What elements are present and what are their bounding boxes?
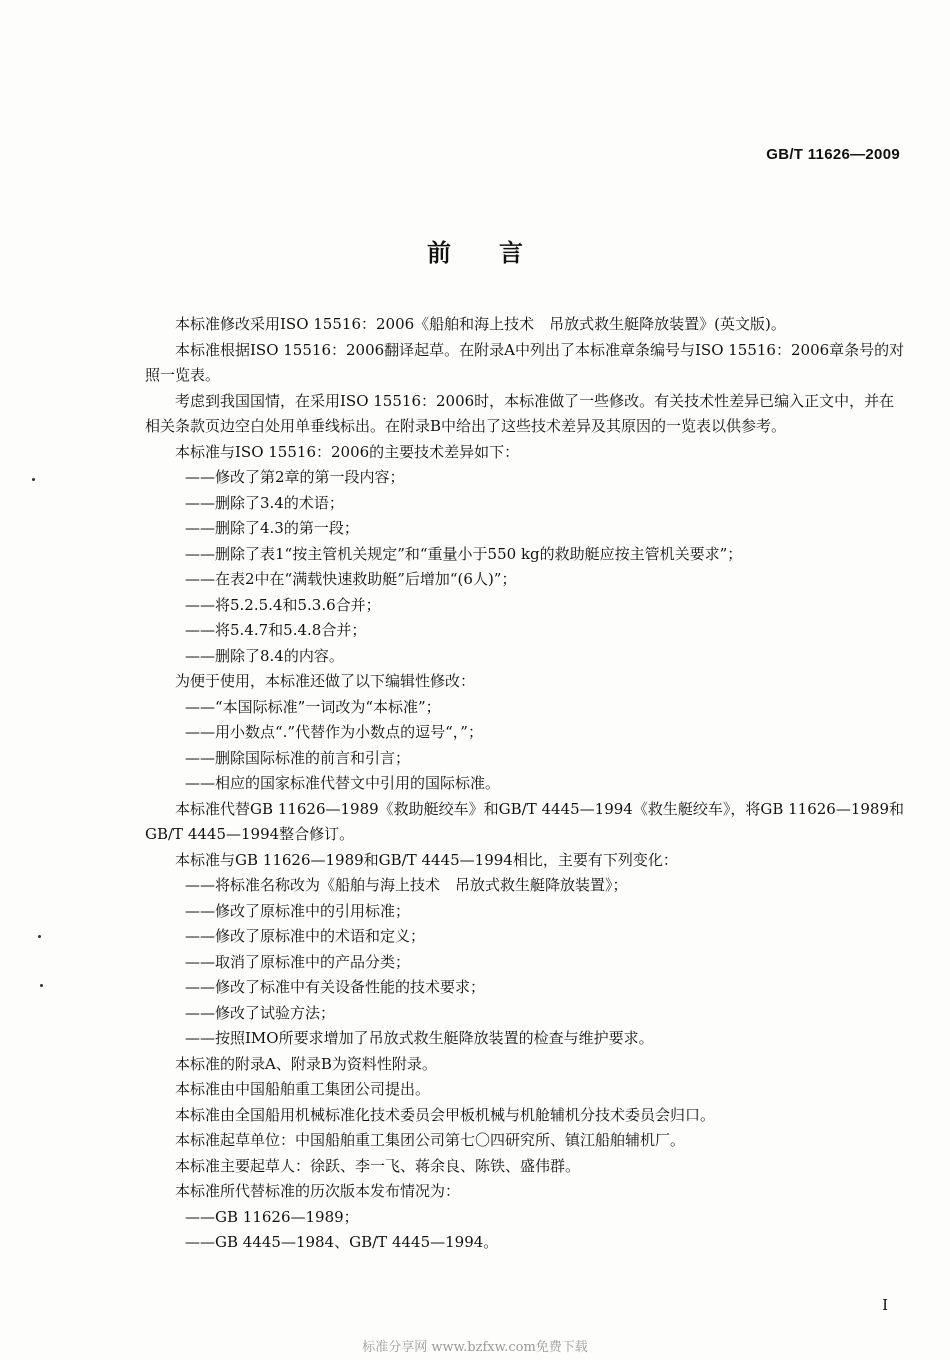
paragraph: 本标准由中国船舶重工集团公司提出。 [175, 1080, 431, 1098]
foreword-body [145, 312, 905, 1256]
list-item: ——修改了标准中有关设备性能的技术要求； [185, 978, 486, 996]
list-item: ——GB 4445—1984、GB/T 4445—1994。 [185, 1233, 499, 1251]
paragraph: 本标准根据ISO 15516：2006翻译起草。在附录A中列出了本标准章条编号与ISO 15516：2006章条号的对照一览表。 [145, 340, 905, 384]
paragraph: 本标准起草单位：中国船舶重工集团公司第七〇四研究所、镇江船舶辅机厂。 [175, 1131, 686, 1149]
list-item: ——删除了表1“按主管机关规定”和“重量小于550 kg的救助艇应按主管机关要求”； [185, 544, 743, 563]
watermark-footer: 标准分享网 www.bzfxw.com免费下载 [362, 1340, 588, 1355]
standard-code: GB/T 11626—2009 [766, 146, 900, 163]
list-item: ——GB 11626—1989； [185, 1207, 359, 1226]
list-item: ——用小数点“.”代替作为小数点的逗号“，”； [185, 723, 483, 741]
list-item: ——将5.2.5.4和5.3.6合并； [185, 595, 381, 614]
list-item: ——删除了8.4的内容。 [185, 646, 344, 665]
paragraph: 本标准的附录A、附录B为资料性附录。 [175, 1054, 437, 1073]
paragraph: 本标准主要起草人：徐跃、李一飞、蒋余良、陈铁、盛伟群。 [175, 1156, 581, 1175]
list-item: ——将标准名称改为《船舶与海上技术 吊放式救生艇降放装置》； [185, 876, 628, 894]
paragraph: 本标准所代替标准的历次版本发布情况为： [175, 1182, 461, 1200]
list-item: ——修改了原标准中的引用标准； [185, 901, 411, 920]
list-item: ——在表2中在“满载快速救助艇”后增加“(6人)”； [185, 570, 517, 588]
list-item: ——修改了第2章的第一段内容； [185, 468, 405, 486]
list-item: ——将5.4.7和5.4.8合并； [185, 621, 367, 639]
page-number: I [882, 1296, 888, 1314]
paragraph: 本标准由全国船用机械标准化技术委员会甲板机械与机舱辅机分技术委员会归口。 [175, 1105, 716, 1124]
paragraph: 本标准与ISO 15516：2006的主要技术差异如下： [175, 442, 520, 461]
list-item: ——按照IMO所要求增加了吊放式救生艇降放装置的检查与维护要求。 [185, 1029, 654, 1047]
list-item: ——修改了原标准中的术语和定义； [185, 927, 426, 945]
list-item: ——删除了3.4的术语； [185, 493, 344, 512]
paragraph: 为便于使用，本标准还做了以下编辑性修改： [175, 672, 476, 690]
list-item: ——相应的国家标准代替文中引用的国际标准。 [185, 774, 501, 792]
scan-speck [38, 935, 41, 938]
paragraph: 本标准代替GB 11626—1989《救助艇绞车》和GB/T 4445—1994《救生艇绞车》，将GB 11626—1989和GB/T 4445—1994整合修订。 [145, 799, 905, 843]
paragraph: 本标准修改采用ISO 15516：2006《船舶和海上技术 吊放式救生艇降放装置》(英文版)。 [175, 315, 786, 333]
list-item: ——“本国际标准”一词改为“本标准”； [185, 697, 441, 716]
page-title: 前言 [427, 239, 571, 267]
list-item: ——删除了4.3的第一段； [185, 519, 359, 537]
paragraph: 考虑到我国国情，在采用ISO 15516：2006时，本标准做了一些修改。有关技术性差异已编入正文中，并在相关条款页边空白处用单垂线标出。在附录B中给出了这些技术差异及其原因的一览表以供参考。 [145, 391, 895, 435]
scan-speck [40, 984, 43, 987]
list-item: ——取消了原标准中的产品分类； [185, 952, 411, 971]
scan-speck [32, 478, 35, 481]
list-item: ——删除国际标准的前言和引言； [185, 748, 411, 767]
list-item: ——修改了试验方法； [185, 1003, 336, 1022]
paragraph: 本标准与GB 11626—1989和GB/T 4445—1994相比，主要有下列变化： [175, 850, 678, 869]
